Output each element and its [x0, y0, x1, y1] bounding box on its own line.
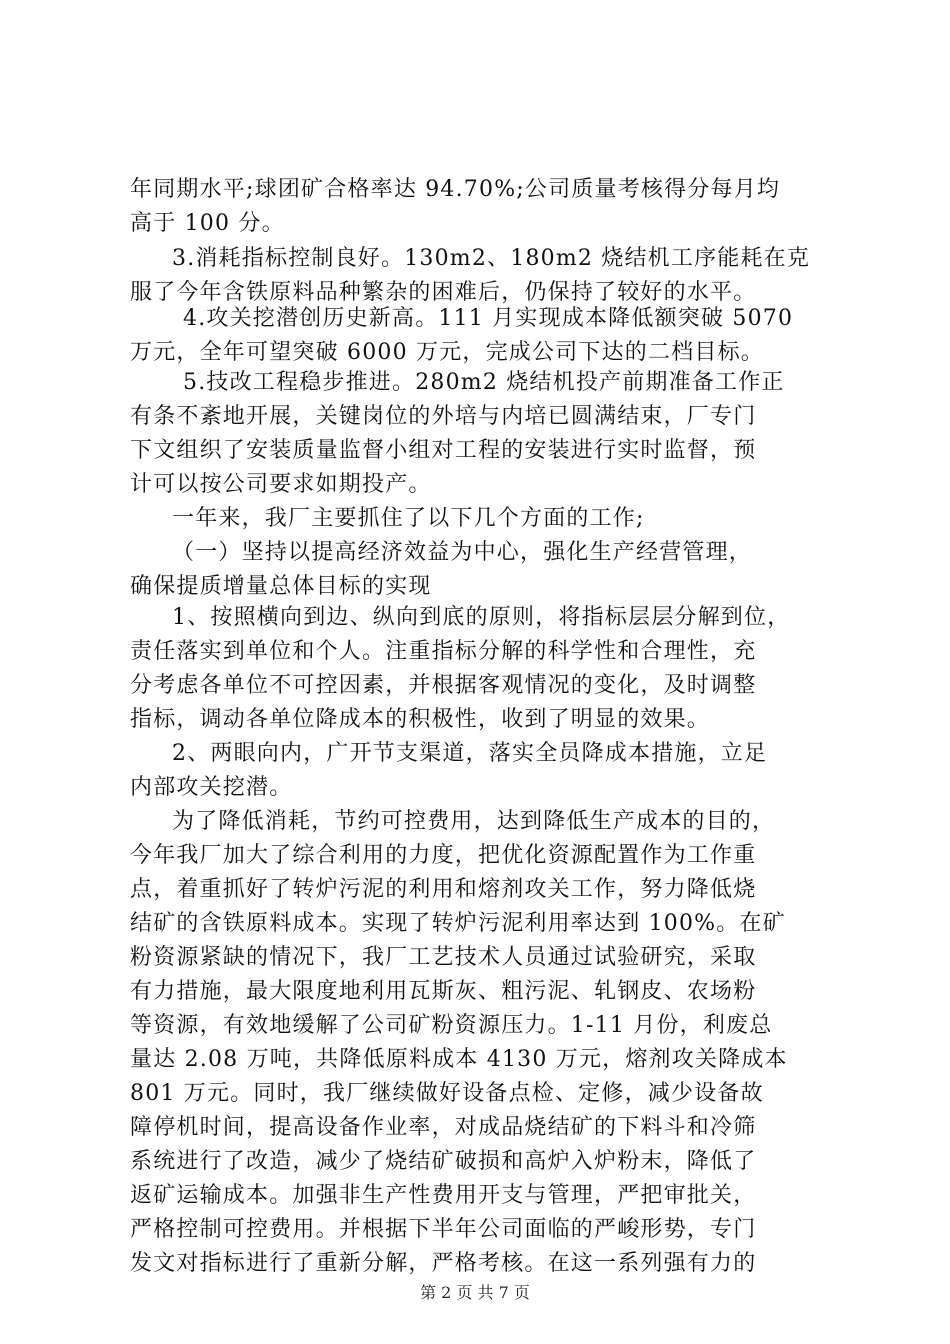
text-line: 下文组织了安装质量监督小组对工程的安装进行实时监督，预 [130, 438, 757, 463]
text-line: 发文对指标进行了重新分解，严格考核。在这一系列强有力的 [130, 1251, 757, 1276]
text-line: 高于 100 分。 [130, 211, 285, 236]
text-line: 为了降低消耗，节约可控费用，达到降低生产成本的目的， [172, 809, 776, 834]
text-line: 服了今年含铁原料品种繁杂的困难后，仍保持了较好的水平。 [130, 280, 757, 305]
text-line: （一）坚持以提高经济效益为中心，强化生产经营管理， [172, 540, 753, 565]
text-line: 返矿运输成本。加强非生产性费用开支与管理，严把审批关， [130, 1183, 757, 1208]
text-line: 计可以按公司要求如期投产。 [130, 472, 432, 497]
page-number: 第 2 页 共 7 页 [420, 1283, 530, 1302]
text-line: 系统进行了改造，减少了烧结矿破损和高炉入炉粉末，降低了 [130, 1149, 757, 1174]
text-line: 2、两眼向内，广开节支渠道，落实全员降成本措施，立足 [172, 741, 768, 766]
text-line: 1、按照横向到边、纵向到底的原则，将指标层层分解到位， [172, 605, 791, 630]
text-line: 4.攻关挖潜创历史新高。111 月实现成本降低额突破 5070 [183, 306, 794, 331]
text-line: 801 万元。同时，我厂继续做好设备点检、定修，减少设备故 [130, 1081, 764, 1106]
text-line: 指标，调动各单位降成本的积极性，收到了明显的效果。 [130, 707, 711, 732]
text-line: 责任落实到单位和个人。注重指标分解的科学性和合理性，充 [130, 639, 757, 664]
text-line: 今年我厂加大了综合利用的力度，把优化资源配置作为工作重 [130, 843, 757, 868]
text-line: 障停机时间，提高设备作业率，对成品烧结矿的下料斗和冷筛 [130, 1115, 757, 1140]
text-line: 确保提质增量总体目标的实现 [130, 574, 432, 599]
text-line: 内部攻关挖潜。 [130, 775, 293, 800]
text-line: 严格控制可控费用。并根据下半年公司面临的严峻形势，专门 [130, 1217, 757, 1242]
text-line: 年同期水平;球团矿合格率达 94.70%;公司质量考核得分每月均 [130, 177, 781, 202]
text-line: 5.技改工程稳步推进。280m2 烧结机投产前期准备工作正 [183, 370, 785, 395]
text-line: 万元，全年可望突破 6000 万元，完成公司下达的二档目标。 [130, 340, 764, 365]
text-line: 一年来，我厂主要抓住了以下几个方面的工作; [172, 506, 645, 531]
text-line: 等资源，有效地缓解了公司矿粉资源压力。1-11 月份，利废总 [130, 1013, 773, 1038]
text-line: 3.消耗指标控制良好。130m2、180m2 烧结机工序能耗在克 [172, 246, 811, 271]
text-line: 分考虑各单位不可控因素，并根据客观情况的变化，及时调整 [130, 673, 757, 698]
text-line: 有条不紊地开展，关键岗位的外培与内培已圆满结束，厂专门 [130, 404, 757, 429]
text-line: 有力措施，最大限度地利用瓦斯灰、粗污泥、轧钢皮、农场粉 [130, 979, 757, 1004]
text-line: 量达 2.08 万吨，共降低原料成本 4130 万元，熔剂攻关降成本 [130, 1047, 788, 1072]
text-line: 粉资源紧缺的情况下，我厂工艺技术人员通过试验研究，采取 [130, 945, 757, 970]
text-line: 点，着重抓好了转炉污泥的利用和熔剂攻关工作，努力降低烧 [130, 877, 757, 902]
text-line: 结矿的含铁原料成本。实现了转炉污泥利用率达到 100%。在矿 [130, 911, 786, 936]
